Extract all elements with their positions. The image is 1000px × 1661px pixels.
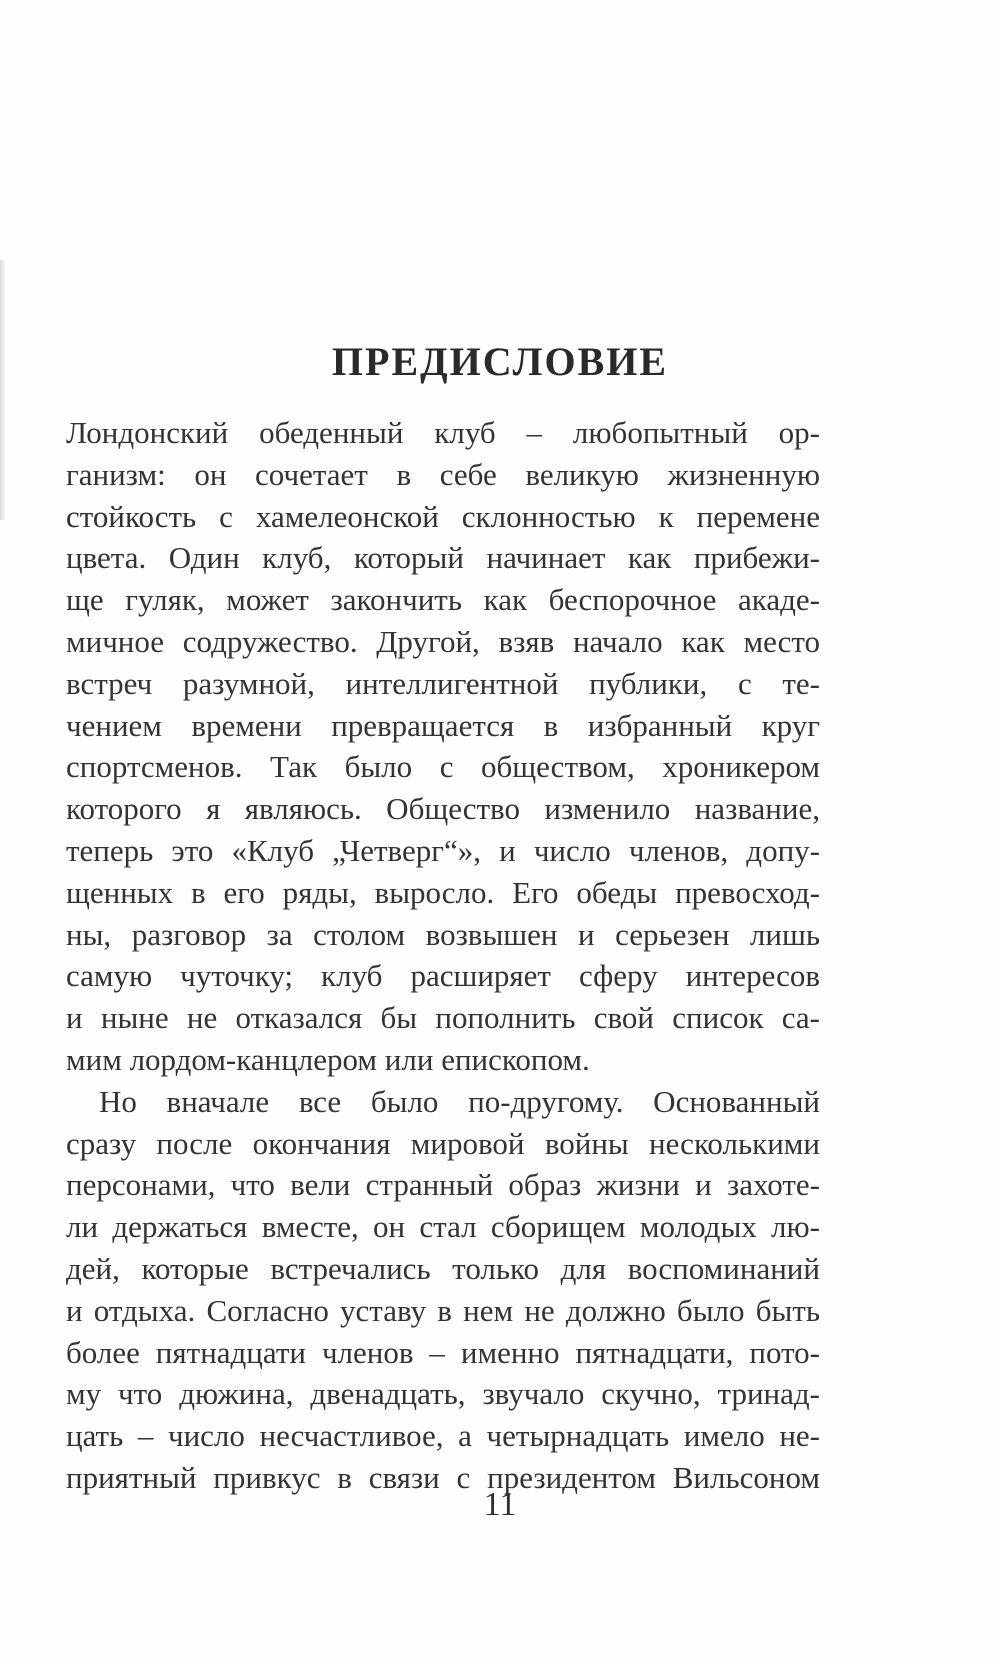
- text-line: и ныне не отказался бы пополнить свой список са-: [66, 1000, 820, 1036]
- text-line: теперь это «Клуб „Четверг“», и число членов, допу-: [66, 832, 820, 868]
- text-line: стойкость с хамелеонской склонностью к перемене: [66, 498, 820, 534]
- text-line: и отдыха. Согласно уставу в нем не должно было быть: [66, 1292, 820, 1328]
- text-line: мичное содружество. Другой, взяв начало как место: [66, 623, 820, 659]
- text-line: дей, которые встречались только для воспоминаний: [66, 1250, 820, 1286]
- text-line: ще гуляк, может закончить как беспорочное акаде-: [66, 582, 820, 618]
- text-line: му что дюжина, двенадцать, звучало скучно, тринад-: [66, 1376, 820, 1412]
- page-number: 11: [483, 1486, 517, 1523]
- text-line: Лондонский обеденный клуб – любопытный ор-: [66, 415, 820, 450]
- body-text: [66, 412, 820, 1499]
- text-line: спортсменов. Так было с обществом, хроникером: [66, 749, 820, 785]
- text-line: мим лордом-канцлером или епископом.: [66, 1041, 590, 1077]
- text-line: которого я являюсь. Общество изменило название,: [66, 791, 820, 827]
- text-line: персонами, что вели странный образ жизни и захоте-: [66, 1167, 820, 1203]
- text-line: приятный привкус в связи с президентом Вильсоном: [66, 1459, 820, 1495]
- chapter-title: ПРЕДИСЛОВИЕ: [331, 339, 669, 384]
- text-line: цвета. Один клуб, который начинает как прибежи-: [66, 540, 820, 576]
- text-line: более пятнадцати членов – именно пятнадцати, пото-: [66, 1334, 820, 1370]
- text-line: ганизм: он сочетает в себе великую жизненную: [66, 456, 820, 492]
- text-line: ли держаться вместе, он стал сборищем молодых лю-: [66, 1209, 820, 1245]
- text-line: Но вначале все было по-другому. Основанный: [99, 1083, 820, 1119]
- text-line: чением времени превращается в избранный круг: [66, 707, 820, 743]
- page-edge-shadow: [0, 260, 6, 520]
- text-line: самую чуточку; клуб расширяет сферу интересов: [66, 958, 820, 994]
- text-line: встреч разумной, интеллигентной публики, с те-: [66, 665, 820, 701]
- text-line: цать – число несчастливое, а четырнадцать имело не-: [66, 1418, 820, 1454]
- text-line: щенных в его ряды, выросло. Его обеды превосход-: [66, 874, 820, 910]
- text-line: ны, разговор за столом возвышен и серьезен лишь: [66, 916, 820, 952]
- text-line: сразу после окончания мировой войны несколькими: [66, 1125, 820, 1161]
